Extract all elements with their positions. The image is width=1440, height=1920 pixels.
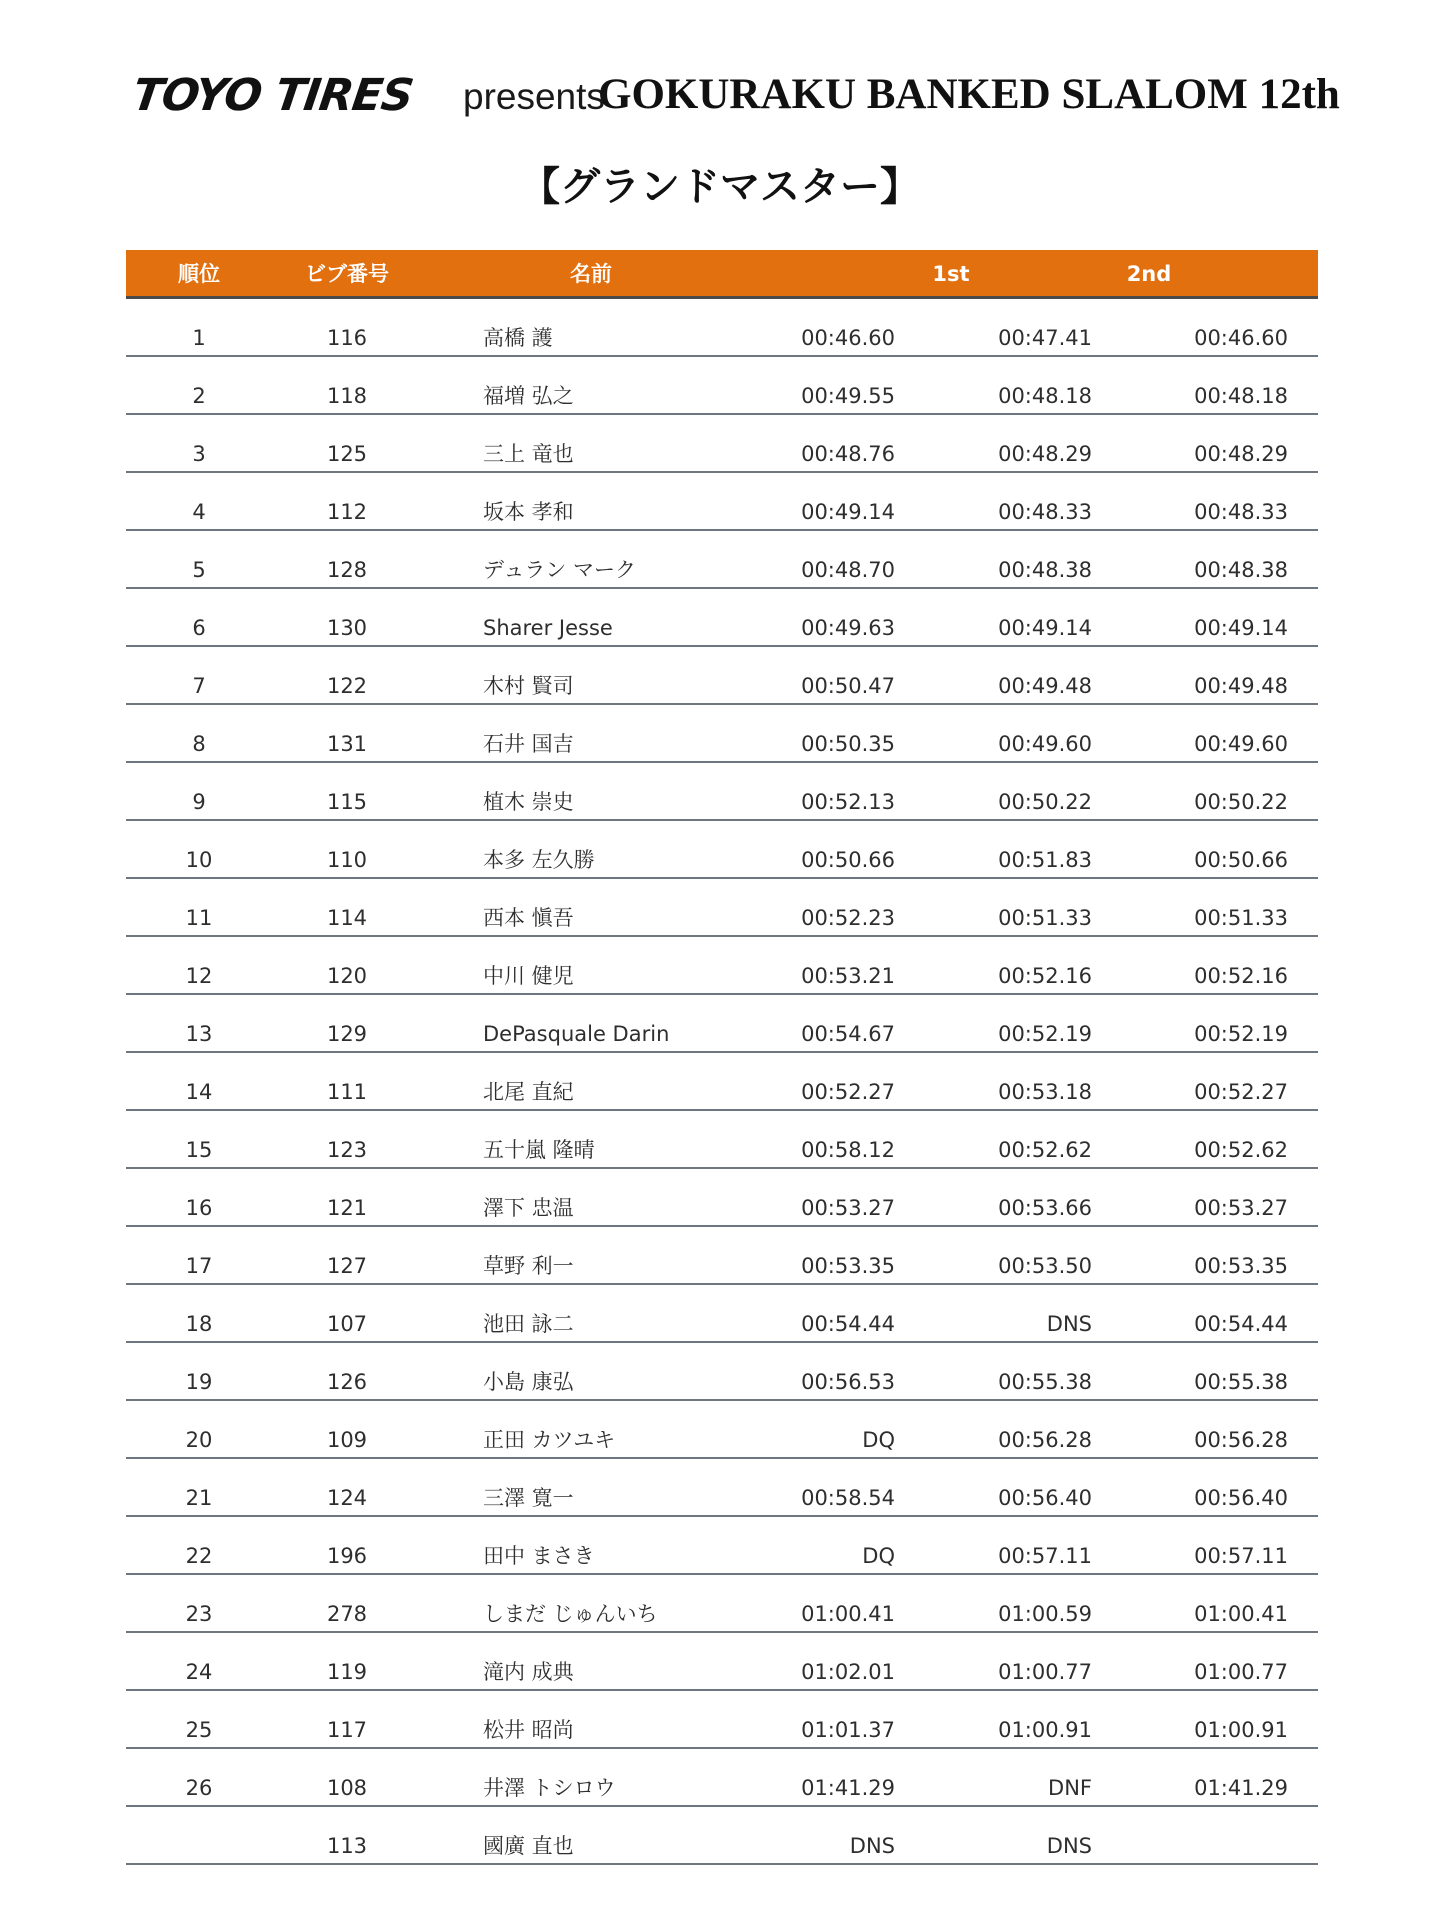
cell-bib: 127 (326, 1254, 368, 1278)
cell-rank: 26 (185, 1776, 213, 1800)
cell-1st: 00:52.23 (801, 906, 895, 930)
cell-2nd: 00:56.28 (998, 1428, 1092, 1452)
cell-bib: 125 (326, 442, 368, 466)
cell-1st: DQ (862, 1428, 895, 1452)
cell-1st: 00:53.27 (801, 1196, 895, 1220)
cell-name: 松井 昭尚 (483, 1718, 574, 1742)
cell-rank: 11 (185, 906, 213, 930)
cell-bib: 278 (326, 1602, 368, 1626)
cell-2nd: DNF (1048, 1776, 1092, 1800)
cell-bib: 110 (326, 848, 368, 872)
cell-1st: 01:02.01 (801, 1660, 895, 1684)
cell-1st: DNS (849, 1834, 895, 1858)
cell-rank: 9 (192, 790, 206, 814)
cell-bib: 116 (326, 326, 368, 350)
cell-best: 00:48.38 (1194, 558, 1288, 582)
cell-name: 小島 康弘 (483, 1370, 574, 1394)
cell-name: デュラン マーク (483, 558, 637, 582)
table-row (126, 705, 1318, 763)
cell-rank: 14 (185, 1080, 213, 1104)
cell-1st: 00:58.12 (801, 1138, 895, 1162)
cell-1st: 01:01.37 (801, 1718, 895, 1742)
cell-name: 正田 カツユキ (483, 1428, 616, 1452)
cell-name: 池田 詠二 (483, 1312, 574, 1336)
cell-rank: 5 (192, 558, 206, 582)
cell-best: 01:41.29 (1194, 1776, 1288, 1800)
cell-best: 00:48.33 (1194, 500, 1288, 524)
cell-rank: 13 (185, 1022, 213, 1046)
cell-2nd: 01:00.91 (998, 1718, 1092, 1742)
column-header-rank: 順位 (178, 262, 220, 286)
table-row (126, 1169, 1318, 1227)
column-header-1st: 1st (932, 262, 970, 286)
cell-name: 石井 国吉 (483, 732, 574, 756)
cell-bib: 126 (326, 1370, 368, 1394)
cell-name: 草野 利一 (483, 1254, 574, 1278)
cell-rank: 12 (185, 964, 213, 988)
event-title: GOKURAKU BANKED SLALOM 12th (598, 71, 1340, 118)
cell-bib: 117 (326, 1718, 368, 1742)
cell-1st: 00:49.14 (801, 500, 895, 524)
cell-name: 本多 左久勝 (483, 848, 595, 872)
cell-2nd: 00:53.18 (998, 1080, 1092, 1104)
cell-rank: 20 (185, 1428, 213, 1452)
cell-bib: 115 (326, 790, 368, 814)
cell-name: 北尾 直紀 (483, 1080, 574, 1104)
cell-2nd: 00:48.38 (998, 558, 1092, 582)
column-header-bib: ビブ番号 (305, 262, 389, 286)
cell-2nd: 00:51.83 (998, 848, 1092, 872)
table-row (126, 879, 1318, 937)
cell-bib: 114 (326, 906, 368, 930)
cell-1st: 01:00.41 (801, 1602, 895, 1626)
cell-bib: 109 (326, 1428, 368, 1452)
cell-bib: 123 (326, 1138, 368, 1162)
cell-bib: 107 (326, 1312, 368, 1336)
cell-name: 三上 竜也 (483, 442, 574, 466)
cell-2nd: 01:00.77 (998, 1660, 1092, 1684)
cell-rank: 6 (192, 616, 206, 640)
column-header-2nd: 2nd (1126, 262, 1172, 286)
cell-name: 國廣 直也 (483, 1834, 574, 1858)
cell-best: 01:00.41 (1194, 1602, 1288, 1626)
cell-2nd: 00:47.41 (998, 326, 1092, 350)
cell-bib: 112 (326, 500, 368, 524)
cell-best: 00:48.18 (1194, 384, 1288, 408)
cell-best: 01:00.77 (1194, 1660, 1288, 1684)
column-header-name: 名前 (570, 262, 612, 286)
cell-best: 00:53.35 (1194, 1254, 1288, 1278)
cell-rank: 23 (185, 1602, 213, 1626)
cell-bib: 124 (326, 1486, 368, 1510)
table-row (126, 937, 1318, 995)
cell-best: 00:49.48 (1194, 674, 1288, 698)
cell-2nd: 00:57.11 (998, 1544, 1092, 1568)
cell-2nd: 00:55.38 (998, 1370, 1092, 1394)
cell-bib: 128 (326, 558, 368, 582)
cell-rank: 17 (185, 1254, 213, 1278)
cell-bib: 196 (326, 1544, 368, 1568)
table-row (126, 415, 1318, 473)
header (0, 62, 1440, 132)
cell-2nd: 00:49.48 (998, 674, 1092, 698)
cell-rank: 7 (192, 674, 206, 698)
cell-bib: 122 (326, 674, 368, 698)
cell-1st: 01:41.29 (801, 1776, 895, 1800)
table-row (126, 1459, 1318, 1517)
table-row (126, 1401, 1318, 1459)
cell-bib: 120 (326, 964, 368, 988)
cell-1st: 00:53.21 (801, 964, 895, 988)
results-table (126, 250, 1371, 1865)
table-row (126, 763, 1318, 821)
cell-name: 中川 健児 (483, 964, 574, 988)
table-row (126, 1633, 1318, 1691)
cell-bib: 113 (326, 1834, 368, 1858)
cell-bib: 130 (326, 616, 368, 640)
table-row (126, 299, 1318, 357)
cell-2nd: 00:52.16 (998, 964, 1092, 988)
cell-bib: 108 (326, 1776, 368, 1800)
cell-best: 00:55.38 (1194, 1370, 1288, 1394)
cell-1st: 00:58.54 (801, 1486, 895, 1510)
cell-bib: 118 (326, 384, 368, 408)
cell-best: 00:46.60 (1194, 326, 1288, 350)
cell-name: DePasquale Darin (483, 1022, 670, 1046)
cell-best: 00:51.33 (1194, 906, 1288, 930)
cell-1st: 00:49.63 (801, 616, 895, 640)
cell-rank: 24 (185, 1660, 213, 1684)
cell-best: 00:57.11 (1194, 1544, 1288, 1568)
cell-2nd: 00:50.22 (998, 790, 1092, 814)
cell-name: 坂本 孝和 (483, 500, 574, 524)
cell-1st: 00:50.66 (801, 848, 895, 872)
table-row (126, 1343, 1318, 1401)
cell-1st: 00:52.27 (801, 1080, 895, 1104)
cell-name: 高橋 護 (483, 326, 553, 350)
cell-bib: 129 (326, 1022, 368, 1046)
cell-name: 澤下 忠温 (483, 1196, 574, 1220)
presents-text: presents (463, 76, 605, 117)
table-row (126, 647, 1318, 705)
cell-best: 00:52.27 (1194, 1080, 1288, 1104)
cell-rank: 16 (185, 1196, 213, 1220)
cell-rank: 8 (192, 732, 206, 756)
table-row (126, 1285, 1318, 1343)
table-row (126, 821, 1318, 879)
cell-bib: 131 (326, 732, 368, 756)
cell-1st: 00:50.47 (801, 674, 895, 698)
cell-best: 01:00.91 (1194, 1718, 1288, 1742)
cell-1st: 00:48.70 (801, 558, 895, 582)
cell-rank: 18 (185, 1312, 213, 1336)
table-row (126, 1053, 1318, 1111)
cell-2nd: DNS (1046, 1834, 1092, 1858)
column-header-best: Best (1317, 262, 1371, 286)
cell-best: 00:53.27 (1194, 1196, 1288, 1220)
table-body (126, 299, 1318, 1865)
table-row (126, 473, 1318, 531)
cell-2nd: 00:48.18 (998, 384, 1092, 408)
table-row (126, 531, 1318, 589)
cell-name: Sharer Jesse (483, 616, 613, 640)
cell-2nd: 01:00.59 (998, 1602, 1092, 1626)
cell-1st: 00:56.53 (801, 1370, 895, 1394)
cell-2nd: DNS (1046, 1312, 1092, 1336)
category-title: 【グランドマスター】 (520, 164, 920, 210)
cell-1st: DQ (862, 1544, 895, 1568)
cell-1st: 00:54.44 (801, 1312, 895, 1336)
cell-2nd: 00:51.33 (998, 906, 1092, 930)
cell-best: 00:52.19 (1194, 1022, 1288, 1046)
cell-best: 00:54.44 (1194, 1312, 1288, 1336)
cell-2nd: 00:48.29 (998, 442, 1092, 466)
cell-2nd: 00:49.14 (998, 616, 1092, 640)
cell-bib: 119 (326, 1660, 368, 1684)
cell-best: 00:56.28 (1194, 1428, 1288, 1452)
cell-name: 井澤 トシロウ (483, 1776, 616, 1800)
cell-rank (126, 1807, 272, 1863)
cell-bib: 121 (326, 1196, 368, 1220)
cell-best: 00:52.62 (1194, 1138, 1288, 1162)
table-row (126, 995, 1318, 1053)
cell-name: 三澤 寛一 (483, 1486, 574, 1510)
cell-name: 西本 愼吾 (483, 906, 574, 930)
cell-rank: 22 (185, 1544, 213, 1568)
table-header (126, 250, 1371, 299)
cell-1st: 00:48.76 (801, 442, 895, 466)
cell-rank: 25 (185, 1718, 213, 1742)
cell-name: 五十嵐 隆晴 (483, 1138, 595, 1162)
cell-rank: 15 (185, 1138, 213, 1162)
cell-bib: 111 (326, 1080, 368, 1104)
cell-name: 滝内 成典 (483, 1660, 574, 1684)
table-row (126, 1691, 1318, 1749)
cell-rank: 3 (192, 442, 206, 466)
cell-2nd: 00:48.33 (998, 500, 1092, 524)
cell-1st: 00:49.55 (801, 384, 895, 408)
cell-2nd: 00:49.60 (998, 732, 1092, 756)
brand-logo: TOYO TIRES (129, 70, 416, 121)
cell-2nd: 00:56.40 (998, 1486, 1092, 1510)
cell-best: 00:52.16 (1194, 964, 1288, 988)
cell-rank: 4 (192, 500, 206, 524)
cell-best: 00:49.60 (1194, 732, 1288, 756)
cell-name: 田中 まさき (483, 1544, 595, 1568)
cell-best: 00:50.66 (1194, 848, 1288, 872)
table-row (126, 1807, 1318, 1865)
table-row (126, 1575, 1318, 1633)
cell-name: 木村 賢司 (483, 674, 574, 698)
cell-name: 福増 弘之 (483, 384, 574, 408)
cell-rank: 10 (185, 848, 213, 872)
cell-name: 植木 崇史 (483, 790, 574, 814)
cell-best: 00:48.29 (1194, 442, 1288, 466)
cell-1st: 00:46.60 (801, 326, 895, 350)
cell-1st: 00:50.35 (801, 732, 895, 756)
table-row (126, 1749, 1318, 1807)
cell-rank: 2 (192, 384, 206, 408)
cell-2nd: 00:52.62 (998, 1138, 1092, 1162)
cell-2nd: 00:53.50 (998, 1254, 1092, 1278)
cell-rank: 21 (185, 1486, 213, 1510)
cell-best: 00:50.22 (1194, 790, 1288, 814)
cell-rank: 1 (192, 326, 206, 350)
table-row (126, 357, 1318, 415)
cell-2nd: 00:52.19 (998, 1022, 1092, 1046)
table-row (126, 1517, 1318, 1575)
cell-best: 00:49.14 (1194, 616, 1288, 640)
cell-1st: 00:53.35 (801, 1254, 895, 1278)
cell-rank: 19 (185, 1370, 213, 1394)
table-row (126, 1227, 1318, 1285)
cell-name: しまだ じゅんいち (483, 1602, 658, 1626)
cell-best: 00:56.40 (1194, 1486, 1288, 1510)
cell-2nd: 00:53.66 (998, 1196, 1092, 1220)
cell-1st: 00:54.67 (801, 1022, 895, 1046)
table-row (126, 589, 1318, 647)
table-row (126, 1111, 1318, 1169)
cell-1st: 00:52.13 (801, 790, 895, 814)
